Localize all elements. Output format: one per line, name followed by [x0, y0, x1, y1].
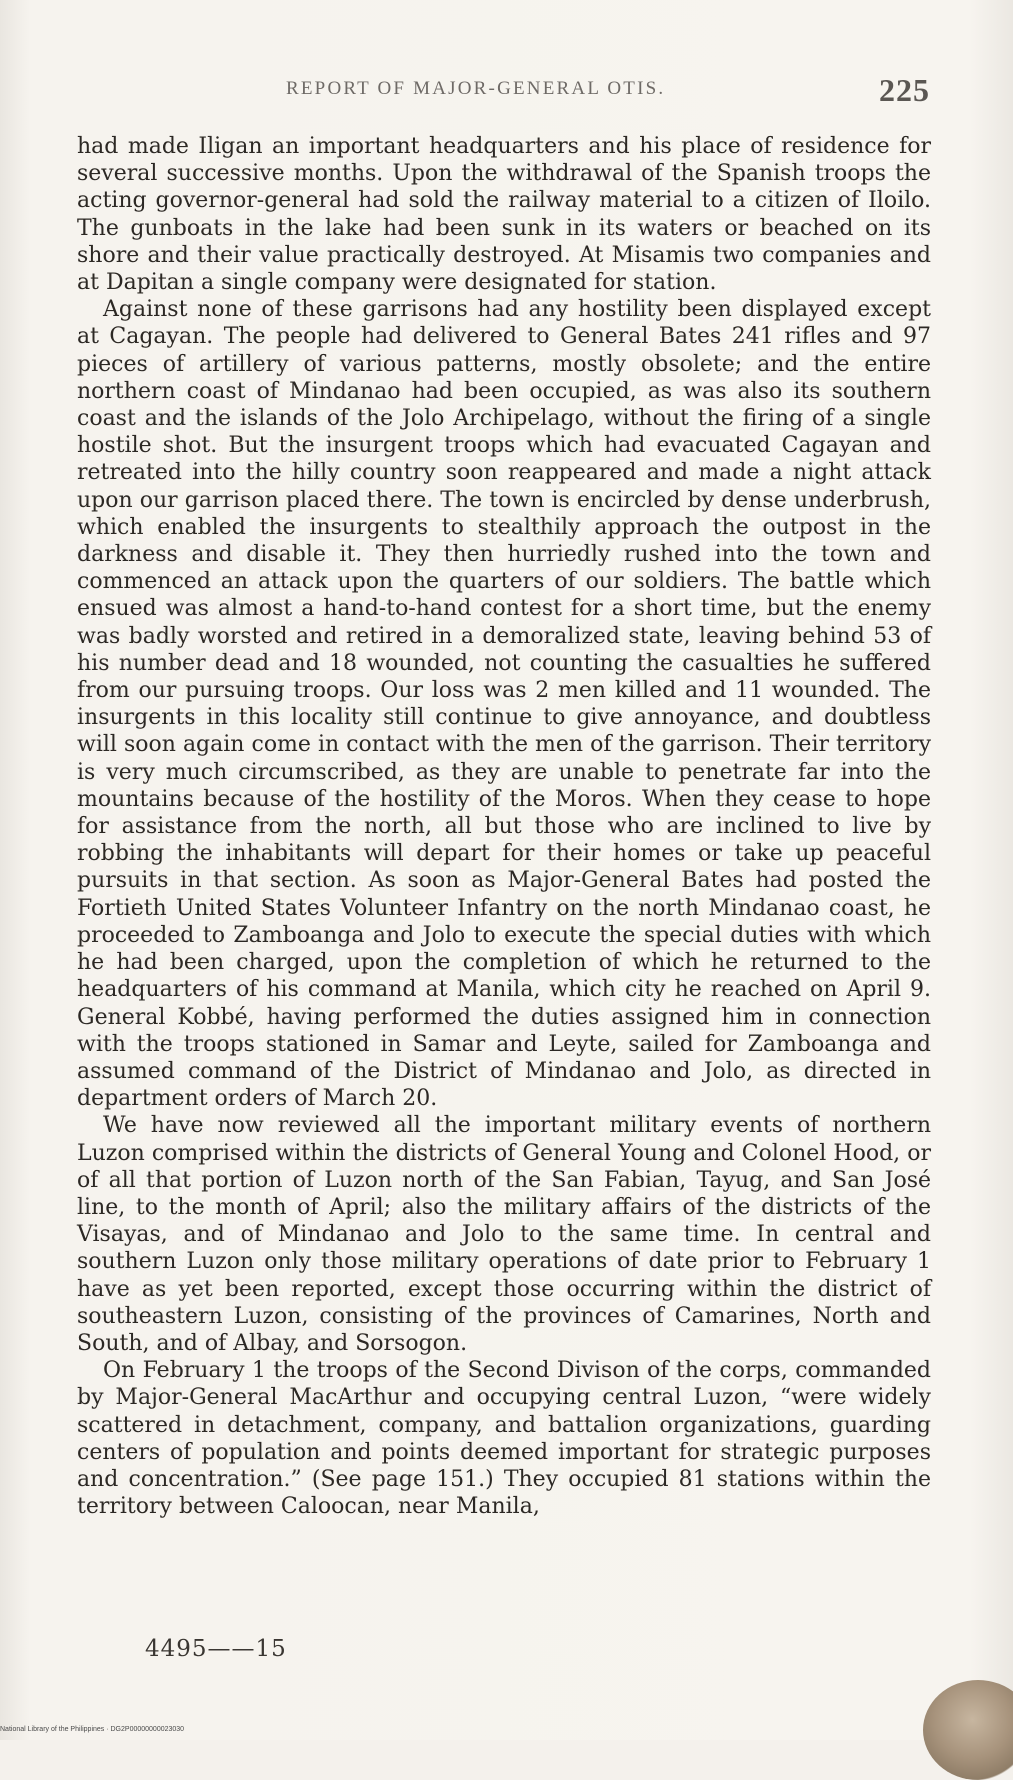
body-text — [77, 133, 931, 1520]
paragraph-2: Against none of these garrisons had any hostility been displayed except at Cagayan. The people had delivered to General Bates 241 rifles and 97 pieces of artillery of various patterns, mostly obsolete; and the entire northern coast of Mindanao had been occupied, as was also its southern coast and the islands of the Jolo Archipelago, without the firing of a single hostile shot. But the insurgent troops which had evacuated Cagayan and retreated into the hilly country soon reappeared and made a night attack upon our garrison placed there. The town is encircled by dense underbrush, which enabled the insurgents to stealthily approach the outpost in the darkness and disable it. They then hurriedly rushed into the town and commenced an attack upon the quarters of our soldiers. The battle which ensued was almost a hand-to-hand contest for a short time, but the enemy was badly worsted and retired in a demoralized state, leaving behind 53 of his number dead and 18 wounded, not counting the casualties he suffered from our pursuing troops. Our loss was 2 men killed and 11 wounded. The insurgents in this locality still continue to give annoyance, and doubtless will soon again come in contact with the men of the garrison. Their territory is very much circumscribed, as they are unable to penetrate far into the mountains because of the hostility of the Moros. When they cease to hope for assistance from the north, all but those who are inclined to live by robbing the inhabitants will depart for their homes or take up peaceful pursuits in that section. As soon as Major-General Bates had posted the Fortieth United States Volunteer Infantry on the north Mindanao coast, he proceeded to Zamboanga and Jolo to execute the special duties with which he had been charged, upon the completion of which he returned to the headquarters of his command at Manila, which city he reached on April 9. General Kobbé, having performed the duties assigned him in connection with the troops stationed in Samar and Leyte, sailed for Zamboanga and assumed command of the District of Mindanao and Jolo, as directed in department orders of March 20. — [77, 297, 931, 1112]
thumb-shadow — [923, 1680, 1013, 1780]
running-head: REPORT OF MAJOR-GENERAL OTIS. — [286, 78, 666, 99]
paragraph-4: On February 1 the troops of the Second Divison of the corps, commanded by Major-General MacArthur and occupying central Luzon, “were widely scattered in detachment, company, and battalion organizations, guarding centers of population and points deemed important for strategic purposes and concentration.” (See page 151.) They occupied 81 stations within the territory between Caloocan, near Manila, — [77, 1358, 931, 1520]
paragraph-1: had made Iligan an important headquarters and his place of residence for several successive months. Upon the withdrawal of the Spanish troops the acting governor-general had sold the railway material to a citizen of Iloilo. The gunboats in the lake had been sunk in its waters or beached on its shore and their value practically destroyed. At Misamis two companies and at Dapitan a single company were designated for station. — [77, 134, 931, 296]
page-header — [270, 72, 940, 112]
page-number: 225 — [879, 72, 930, 108]
signature-mark: 4495——15 — [145, 1636, 287, 1662]
scan-credit: National Library of the Philippines · DG2P00000000023030 — [0, 1726, 185, 1733]
paragraph-3: We have now reviewed all the important military events of northern Luzon comprised within the districts of General Young and Colonel Hood, or of all that portion of Luzon north of the San Fabian, Tayug, and San José line, to the month of April; also the military affairs of the districts of the Visayas, and of Mindanao and Jolo to the same time. In central and southern Luzon only those military operations of date prior to February 1 have as yet been reported, except those occurring within the district of southeastern Luzon, consisting of the provinces of Camarines, North and South, and of Albay, and Sorsogon. — [77, 1113, 931, 1356]
